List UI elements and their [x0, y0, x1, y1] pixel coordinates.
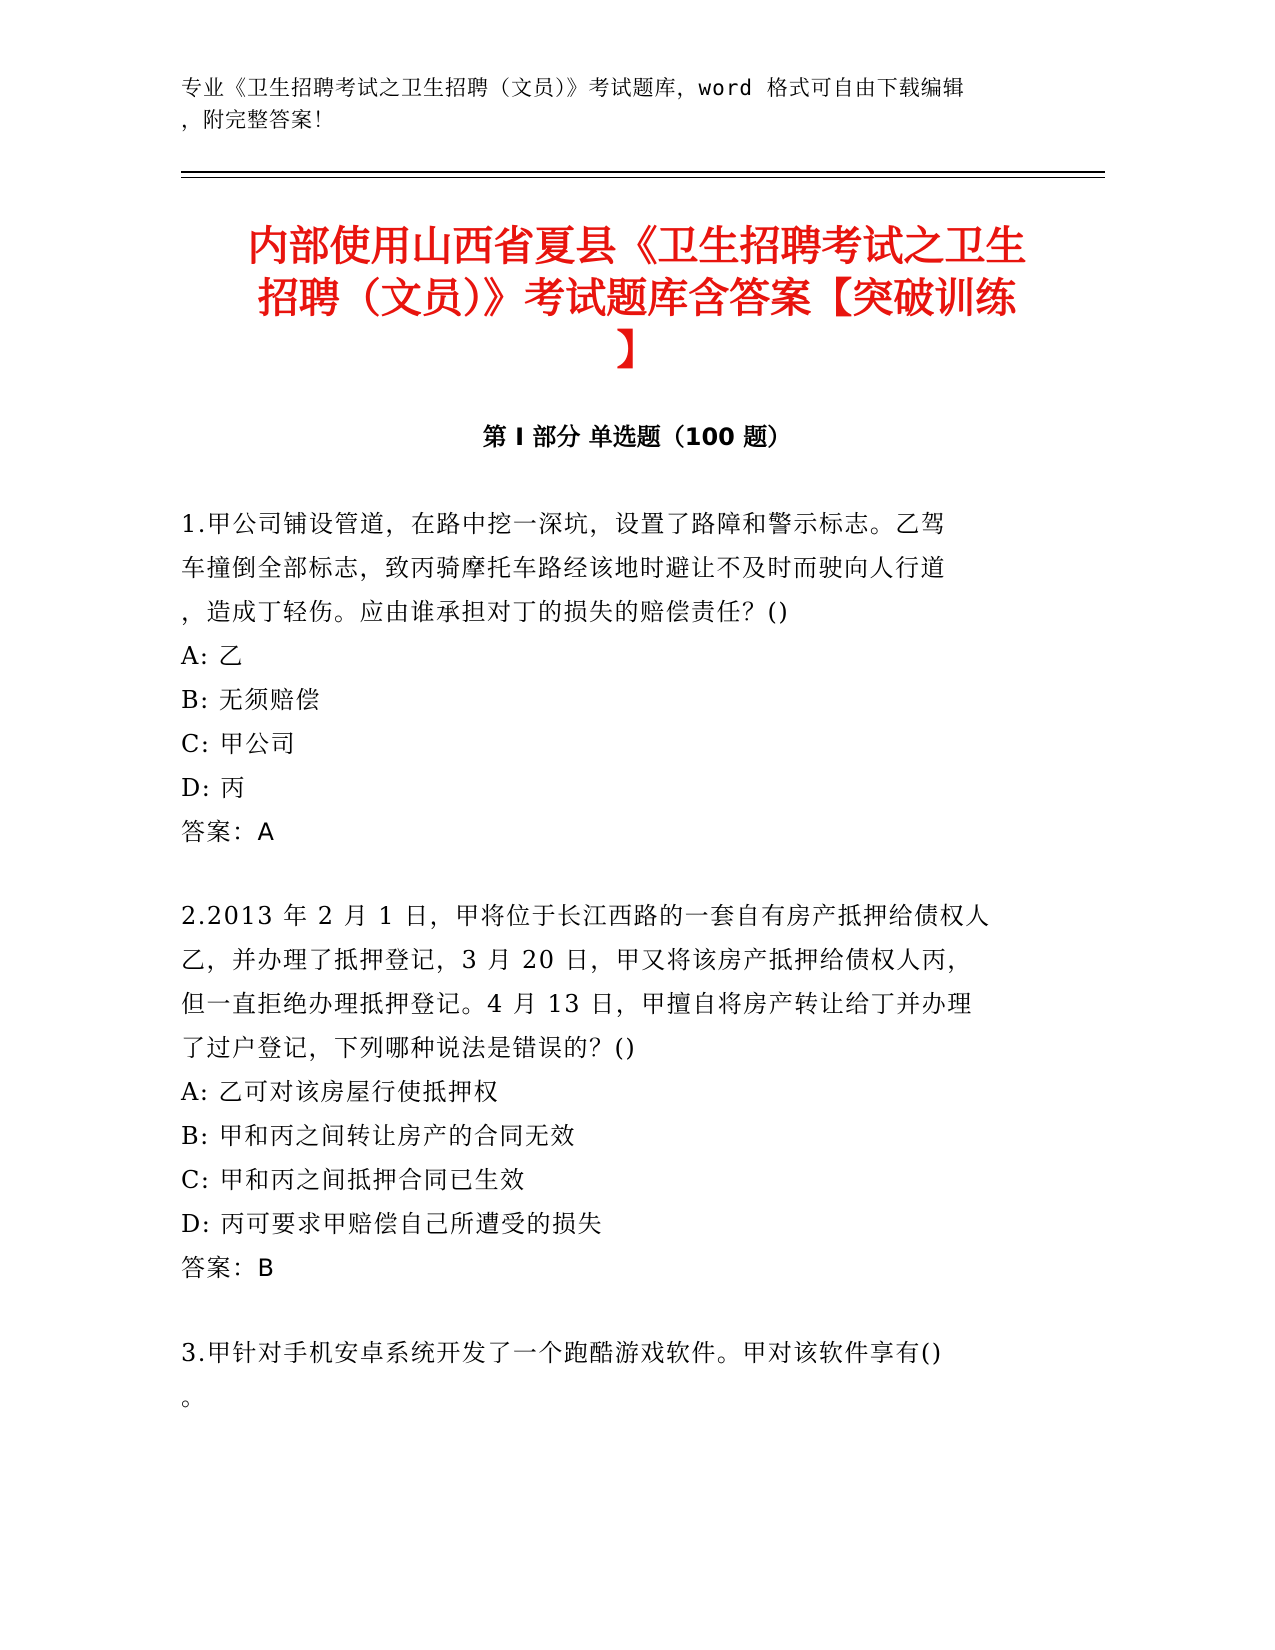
question-stem-line: ，造成丁轻伤。应由谁承担对丁的损失的赔偿责任？() — [181, 598, 790, 626]
option-d: D: 丙可要求甲赔偿自己所遭受的损失 — [181, 1210, 603, 1238]
question-stem-line: 。 — [181, 1383, 207, 1411]
document-header — [181, 72, 1051, 136]
option-c: C: 甲公司 — [181, 730, 297, 758]
header-line-1: 专业《卫生招聘考试之卫生招聘（文员）》考试题库，word 格式可自由下载编辑 — [181, 76, 965, 100]
question-3 — [181, 1331, 1041, 1419]
question-stem-line: 3.甲针对手机安卓系统开发了一个跑酷游戏软件。甲对该软件享有() — [181, 1339, 943, 1367]
option-a: A: 乙可对该房屋行使抵押权 — [181, 1078, 500, 1106]
document-title — [181, 220, 1093, 376]
header-divider-thin — [181, 177, 1105, 178]
title-line-2: 招聘（文员）》考试题库含答案【突破训练 — [257, 274, 1017, 322]
title-line-1: 内部使用山西省夏县《卫生招聘考试之卫生 — [247, 222, 1027, 270]
question-stem-line: 但一直拒绝办理抵押登记。4 月 13 日，甲擅自将房产转让给丁并办理 — [181, 990, 973, 1018]
option-a: A: 乙 — [181, 642, 245, 670]
header-divider-thick — [181, 171, 1105, 173]
option-d: D: 丙 — [181, 774, 246, 802]
question-stem-line: 乙，并办理了抵押登记，3 月 20 日，甲又将该房产抵押给债权人丙， — [181, 946, 973, 974]
question-stem-line: 了过户登记，下列哪种说法是错误的？() — [181, 1034, 637, 1062]
answer: 答案：A — [181, 818, 276, 846]
title-line-3: 】 — [616, 326, 658, 374]
section-heading: 第 I 部分 单选题（100 题） — [482, 423, 792, 451]
answer: 答案：B — [181, 1254, 276, 1282]
header-line-2: ，附完整答案！ — [181, 108, 335, 132]
question-2 — [181, 894, 1041, 1290]
option-b: B: 无须赔偿 — [181, 686, 321, 714]
question-stem-line: 2.2013 年 2 月 1 日，甲将位于长江西路的一套自有房产抵押给债权人 — [181, 902, 991, 930]
option-c: C: 甲和丙之间抵押合同已生效 — [181, 1166, 526, 1194]
question-stem-line: 1.甲公司铺设管道，在路中挖一深坑，设置了路障和警示标志。乙驾 — [181, 510, 947, 538]
question-1 — [181, 502, 1041, 854]
option-b: B: 甲和丙之间转让房产的合同无效 — [181, 1122, 576, 1150]
question-stem-line: 车撞倒全部标志，致丙骑摩托车路经该地时避让不及时而驶向人行道 — [181, 554, 946, 582]
